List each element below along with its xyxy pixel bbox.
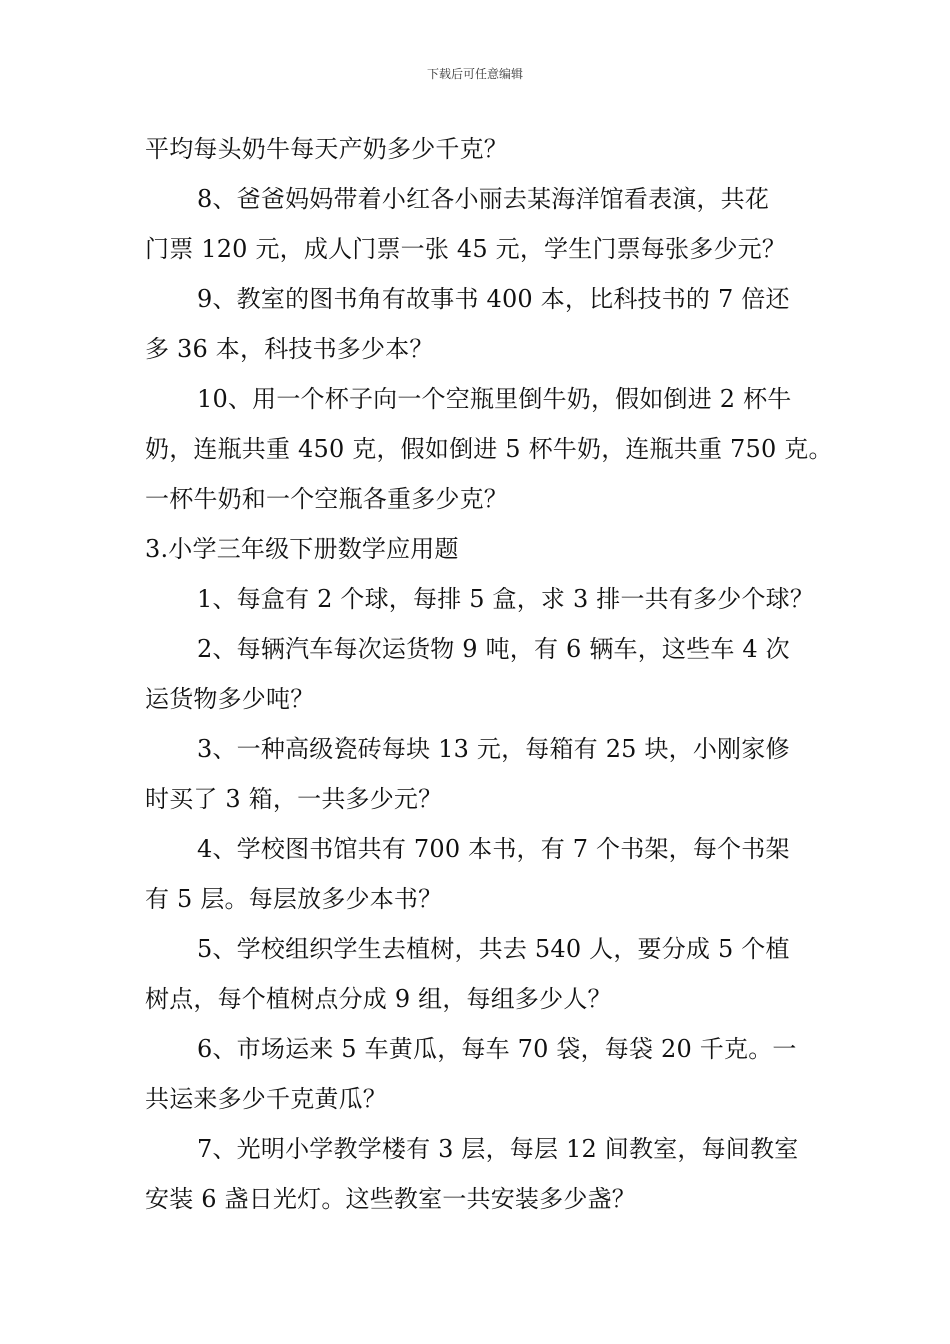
problem-6-line-1: 6、市场运来 5 车黄瓜，每车 70 袋，每袋 20 千克。一 — [197, 1035, 797, 1063]
problem-8-line-1: 8、爸爸妈妈带着小红各小丽去某海洋馆看表演，共花 — [197, 185, 770, 213]
problem-10-line-3: 一杯牛奶和一个空瓶各重多少克？ — [145, 485, 508, 513]
problem-8-line-2: 门票 120 元，成人门票一张 45 元，学生门票每张多少元？ — [145, 235, 787, 263]
section-heading: 3.小学三年级下册数学应用题 — [145, 535, 459, 563]
problem-10-line-1: 10、用一个杯子向一个空瓶里倒牛奶，假如倒进 2 杯牛 — [197, 385, 792, 413]
problem-10-line-2: 奶，连瓶共重 450 克，假如倒进 5 杯牛奶，连瓶共重 750 克。 — [145, 435, 833, 463]
problem-7-line-2: 安装 6 盏日光灯。这些教室一共安装多少盏？ — [145, 1185, 636, 1213]
problem-2-line-1: 2、每辆汽车每次运货物 9 吨，有 6 辆车，这些车 4 次 — [197, 635, 790, 663]
problem-4-line-1: 4、学校图书馆共有 700 本书，有 7 个书架，每个书架 — [197, 835, 790, 863]
problem-3-line-2: 时买了 3 箱，一共多少元？ — [145, 785, 443, 813]
problem-2-line-2: 运货物多少吨？ — [145, 685, 315, 713]
problem-9-line-1: 9、教室的图书角有故事书 400 本，比科技书的 7 倍还 — [197, 285, 790, 313]
problem-9-line-2: 多 36 本，科技书多少本？ — [145, 335, 434, 363]
problem-5-line-1: 5、学校组织学生去植树，共去 540 人，要分成 5 个植 — [197, 935, 790, 963]
problem-5-line-2: 树点，每个植树点分成 9 组，每组多少人？ — [145, 985, 612, 1013]
document-body — [145, 124, 833, 1224]
problem-1-line-1: 1、每盒有 2 个球，每排 5 盒，求 3 排一共有多少个球？ — [197, 585, 815, 613]
problem-7-line-1: 7、光明小学教学楼有 3 层，每层 12 间教室，每间教室 — [197, 1135, 799, 1163]
problem-6-line-2: 共运来多少千克黄瓜？ — [145, 1085, 387, 1113]
page-header: 下载后可任意编辑 — [426, 67, 523, 81]
text-line: 平均每头奶牛每天产奶多少千克？ — [145, 135, 508, 163]
problem-3-line-1: 3、一种高级瓷砖每块 13 元，每箱有 25 块，小刚家修 — [197, 735, 790, 763]
problem-4-line-2: 有 5 层。每层放多少本书？ — [145, 885, 443, 913]
